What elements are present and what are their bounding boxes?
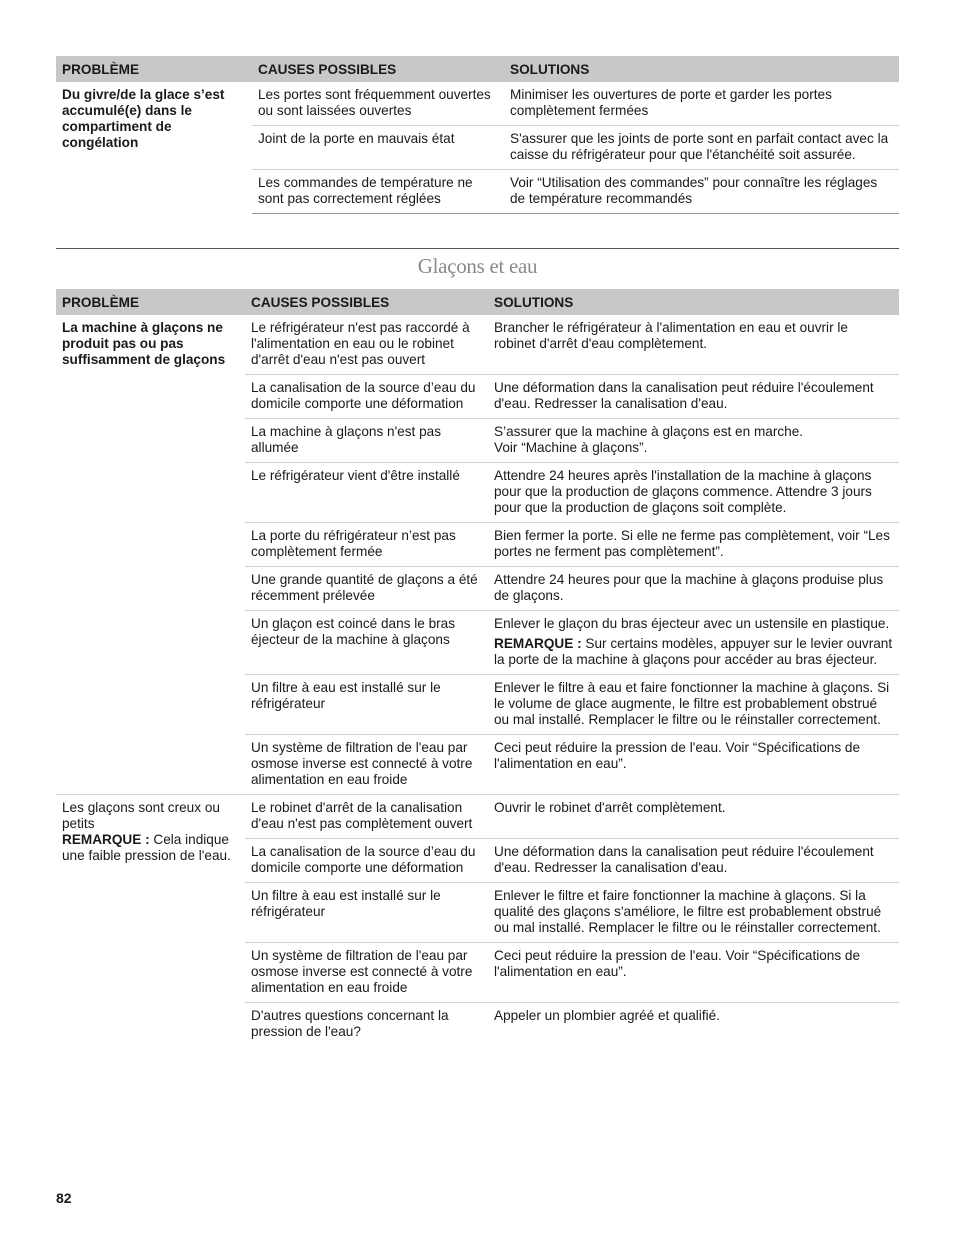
cause-cell: Un système de filtration de l'eau par osmose inverse est connecté à votre alimentation en eau froide xyxy=(245,735,488,795)
solution-cell: Ceci peut réduire la pression de l'eau. Voir “Spécifications de l'alimentation en eau”. xyxy=(488,735,899,795)
frost-troubleshooting-table xyxy=(56,56,899,214)
solution-cell: S'assurer que les joints de porte sont en parfait contact avec la caisse du réfrigérateur pour que l'étanchéité soit assurée. xyxy=(504,126,899,170)
solution-cell: Voir “Utilisation des commandes” pour connaître les réglages de température recommandés xyxy=(504,170,899,214)
solution-cell: Brancher le réfrigérateur à l'alimentation en eau et ouvrir le robinet d'arrêt d'eau complètement. xyxy=(488,315,899,375)
solution-cell xyxy=(488,611,899,675)
solution-cell: Une déformation dans la canalisation peut réduire l'écoulement d'eau. Redresser la canalisation d'eau. xyxy=(488,375,899,419)
header-causes: CAUSES POSSIBLES xyxy=(252,56,504,82)
solution-cell: Une déformation dans la canalisation peut réduire l'écoulement d'eau. Redresser la canalisation d'eau. xyxy=(488,839,899,883)
cause-cell: La canalisation de la source d’eau du domicile comporte une déformation xyxy=(245,839,488,883)
cause-cell: Les commandes de température ne sont pas correctement réglées xyxy=(252,170,504,214)
solution-cell: Attendre 24 heures après l'installation de la machine à glaçons pour que la production de glaçons commence. Attendre 3 jours pour que la production de glaçons soit complète. xyxy=(488,463,899,523)
header-solutions: SOLUTIONS xyxy=(488,289,899,315)
solution-cell: Ceci peut réduire la pression de l'eau. Voir “Spécifications de l'alimentation en eau”. xyxy=(488,943,899,1003)
cause-cell: Le réfrigérateur n'est pas raccordé à l'alimentation en eau ou le robinet d'arrêt d'eau n'est pas ouvert xyxy=(245,315,488,375)
cause-cell: Joint de la porte en mauvais état xyxy=(252,126,504,170)
cause-cell: Le robinet d'arrêt de la canalisation d'eau n'est pas complètement ouvert xyxy=(245,795,488,839)
problem-cell xyxy=(56,795,245,1047)
solution-cell: Enlever le filtre à eau et faire fonctionner la machine à glaçons. Si le volume de glace augmente, le filtre est probablement obstrué ou mal installé. Remplacer le filtre ou le réinstaller correctement. xyxy=(488,675,899,735)
solution-line: Voir “Machine à glaçons”. xyxy=(494,440,648,455)
cause-cell: Une grande quantité de glaçons a été récemment prélevée xyxy=(245,567,488,611)
problem-text: Les glaçons sont creux ou petits xyxy=(62,800,220,831)
cause-cell: La canalisation de la source d’eau du domicile comporte une déformation xyxy=(245,375,488,419)
solution-cell: Ouvrir le robinet d'arrêt complètement. xyxy=(488,795,899,839)
remark-label: REMARQUE : xyxy=(494,636,582,651)
table-row xyxy=(56,82,899,126)
problem-cell: La machine à glaçons ne produit pas ou pas suffisamment de glaçons xyxy=(56,315,245,795)
table-row xyxy=(56,315,899,375)
section-divider xyxy=(56,248,899,249)
remark xyxy=(494,636,893,668)
cause-cell: La porte du réfrigérateur n’est pas complètement fermée xyxy=(245,523,488,567)
cause-cell: Un système de filtration de l'eau par osmose inverse est connecté à votre alimentation en eau froide xyxy=(245,943,488,1003)
table-header-row xyxy=(56,289,899,315)
solution-line: S’assurer que la machine à glaçons est en marche. xyxy=(494,424,804,439)
table-row xyxy=(56,795,899,839)
page-number: 82 xyxy=(56,1190,72,1206)
cause-cell: Un filtre à eau est installé sur le réfrigérateur xyxy=(245,883,488,943)
solution-cell: Enlever le filtre et faire fonctionner la machine à glaçons. Si la qualité des glaçons s'améliore, le filtre est probablement obstrué ou mal installé. Remplacer le filtre ou le réinstaller correctement. xyxy=(488,883,899,943)
header-solutions: SOLUTIONS xyxy=(504,56,899,82)
cause-cell: La machine à glaçons n'est pas allumée xyxy=(245,419,488,463)
header-probleme: PROBLÈME xyxy=(56,56,252,82)
cause-cell: Un filtre à eau est installé sur le réfrigérateur xyxy=(245,675,488,735)
header-probleme: PROBLÈME xyxy=(56,289,245,315)
cause-cell: Le réfrigérateur vient d'être installé xyxy=(245,463,488,523)
problem-cell: Du givre/de la glace s’est accumulé(e) dans le compartiment de congélation xyxy=(62,87,225,150)
section-title: Glaçons et eau xyxy=(417,254,538,278)
solution-line: Enlever le glaçon du bras éjecteur avec un ustensile en plastique. xyxy=(494,616,890,631)
remark-label: REMARQUE : xyxy=(62,832,150,847)
solution-cell: Bien fermer la porte. Si elle ne ferme pas complètement, voir “Les portes ne ferment pas complètement”. xyxy=(488,523,899,567)
solution-cell: Minimiser les ouvertures de porte et garder les portes complètement fermées xyxy=(504,82,899,126)
header-causes: CAUSES POSSIBLES xyxy=(245,289,488,315)
table-header-row xyxy=(56,56,899,82)
cause-cell: Les portes sont fréquemment ouvertes ou sont laissées ouvertes xyxy=(252,82,504,126)
remark-text: Sur certains modèles, appuyer sur le levier ouvrant la porte de la machine à glaçons pour accéder au bras éjecteur. xyxy=(494,636,893,667)
ice-water-troubleshooting-table xyxy=(56,289,899,1046)
cause-cell: Un glaçon est coincé dans le bras éjecteur de la machine à glaçons xyxy=(245,611,488,675)
solution-cell: Appeler un plombier agréé et qualifié. xyxy=(494,1008,720,1023)
solution-cell: Attendre 24 heures pour que la machine à glaçons produise plus de glaçons. xyxy=(488,567,899,611)
solution-cell xyxy=(488,419,899,463)
remark xyxy=(62,832,239,864)
cause-cell: D'autres questions concernant la pression de l'eau? xyxy=(251,1008,449,1039)
remark-text: Cela indique une faible pression de l'eau. xyxy=(62,832,231,863)
